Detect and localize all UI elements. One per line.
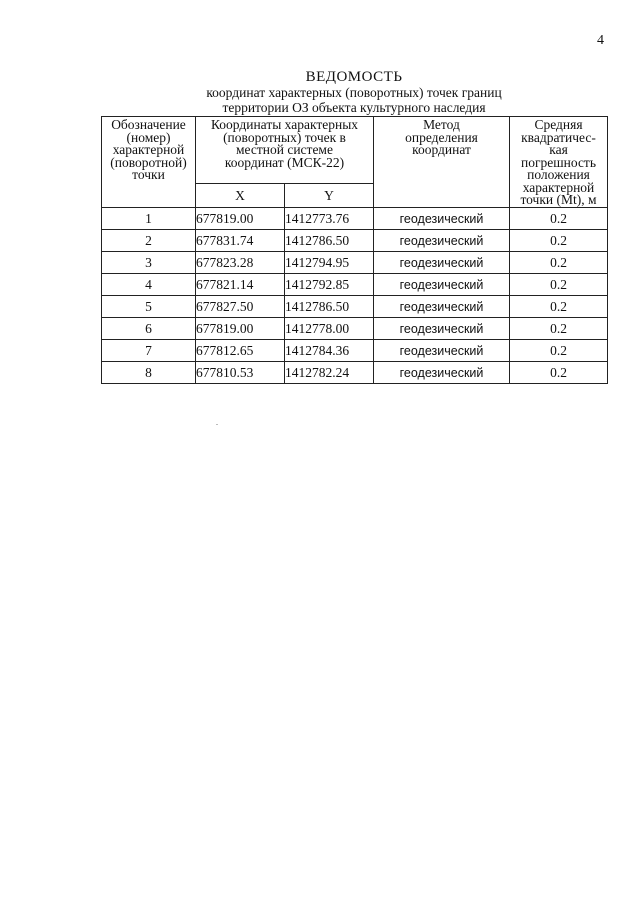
cell-accuracy: 0.2 — [510, 208, 608, 230]
header-accuracy: Средняя квадратичес-кая погрешность положения характерной точки (Mt), м — [510, 117, 608, 208]
cell-method: геодезический — [374, 296, 510, 318]
title-subtitle-line-2: территории ОЗ объекта культурного наследия — [222, 100, 486, 115]
cell-x-coordinate: 677831.74 — [196, 230, 285, 252]
cell-method: геодезический — [374, 252, 510, 274]
scan-speck — [216, 424, 218, 425]
header-y: Y — [285, 184, 374, 208]
cell-point-number: 2 — [102, 230, 196, 252]
cell-method: геодезический — [374, 274, 510, 296]
cell-point-number: 1 — [102, 208, 196, 230]
table-body — [102, 208, 608, 384]
header-x: X — [196, 184, 285, 208]
cell-point-number: 8 — [102, 362, 196, 384]
cell-accuracy: 0.2 — [510, 318, 608, 340]
cell-point-number: 5 — [102, 296, 196, 318]
cell-x-coordinate: 677823.28 — [196, 252, 285, 274]
table-row — [102, 340, 608, 362]
cell-method: геодезический — [374, 208, 510, 230]
cell-point-number: 4 — [102, 274, 196, 296]
cell-y-coordinate: 1412794.95 — [285, 252, 374, 274]
cell-method: геодезический — [374, 318, 510, 340]
table-row — [102, 252, 608, 274]
table-row — [102, 274, 608, 296]
cell-accuracy: 0.2 — [510, 274, 608, 296]
cell-x-coordinate: 677819.00 — [196, 318, 285, 340]
header-designation: Обозначение (номер) характерной (поворотной) точки — [102, 117, 196, 208]
title-subtitle-line-1: координат характерных (поворотных) точек границ — [206, 85, 502, 100]
cell-y-coordinate: 1412782.24 — [285, 362, 374, 384]
table-row — [102, 318, 608, 340]
cell-accuracy: 0.2 — [510, 340, 608, 362]
document-title — [100, 70, 608, 115]
title-main: ВЕДОМОСТЬ — [305, 69, 403, 85]
cell-x-coordinate: 677821.14 — [196, 274, 285, 296]
cell-accuracy: 0.2 — [510, 362, 608, 384]
table-row — [102, 230, 608, 252]
cell-point-number: 3 — [102, 252, 196, 274]
cell-y-coordinate: 1412784.36 — [285, 340, 374, 362]
cell-accuracy: 0.2 — [510, 252, 608, 274]
table-row — [102, 362, 608, 384]
cell-x-coordinate: 677819.00 — [196, 208, 285, 230]
cell-point-number: 7 — [102, 340, 196, 362]
table-row — [102, 296, 608, 318]
header-coordinates: Координаты характерных (поворотных) точек в местной системе координат (МСК-22) — [196, 117, 374, 184]
coordinates-table — [101, 116, 608, 384]
cell-point-number: 6 — [102, 318, 196, 340]
page-number: 4 — [597, 33, 604, 48]
cell-x-coordinate: 677812.65 — [196, 340, 285, 362]
header-method: Метод определения координат — [374, 117, 510, 208]
cell-accuracy: 0.2 — [510, 296, 608, 318]
table-row — [102, 208, 608, 230]
cell-x-coordinate: 677810.53 — [196, 362, 285, 384]
cell-method: геодезический — [374, 362, 510, 384]
cell-method: геодезический — [374, 340, 510, 362]
cell-y-coordinate: 1412786.50 — [285, 296, 374, 318]
cell-y-coordinate: 1412778.00 — [285, 318, 374, 340]
cell-x-coordinate: 677827.50 — [196, 296, 285, 318]
cell-y-coordinate: 1412792.85 — [285, 274, 374, 296]
cell-accuracy: 0.2 — [510, 230, 608, 252]
cell-y-coordinate: 1412773.76 — [285, 208, 374, 230]
cell-y-coordinate: 1412786.50 — [285, 230, 374, 252]
cell-method: геодезический — [374, 230, 510, 252]
table-header-row — [102, 117, 608, 184]
